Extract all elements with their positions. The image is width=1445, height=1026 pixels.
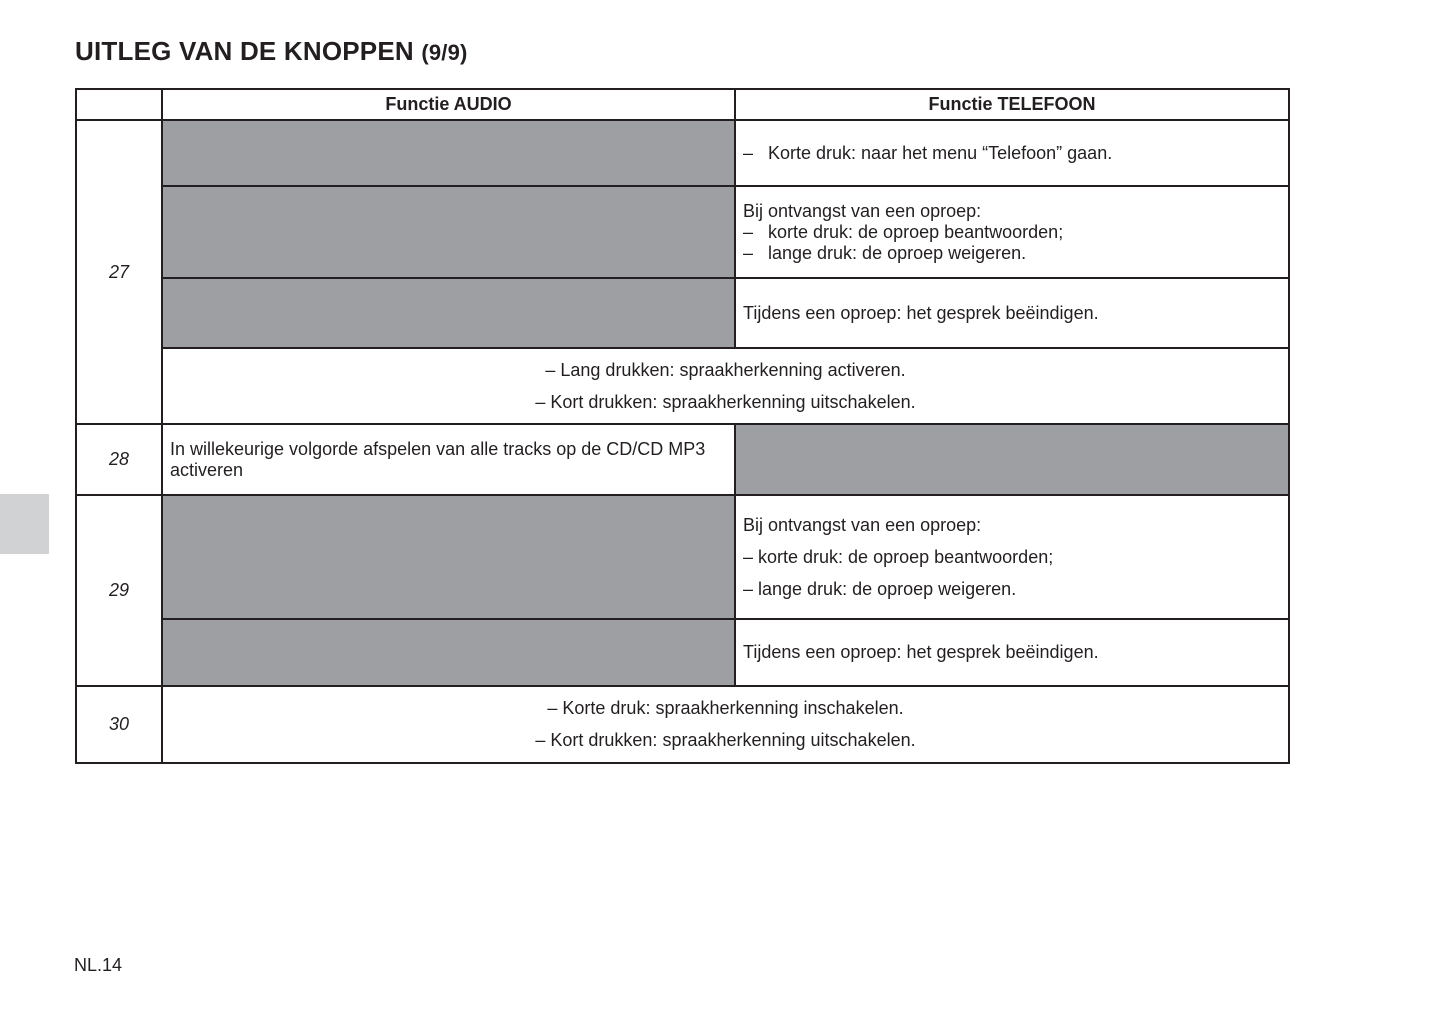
shared-line: – Korte druk: spraakherkenning inschakelen.	[547, 698, 904, 718]
audio-cell-empty	[162, 619, 735, 686]
table-row	[76, 278, 1289, 348]
buttons-table	[75, 88, 1290, 764]
telefoon-cell	[735, 495, 1289, 619]
table-row	[76, 686, 1289, 763]
row-number-28: 28	[76, 424, 162, 495]
table-row	[76, 120, 1289, 186]
list-dash: –	[743, 142, 754, 163]
header-cell-number	[76, 89, 162, 120]
shared-line: – Kort drukken: spraakherkenning uitschakelen.	[535, 730, 916, 750]
shared-line: – Kort drukken: spraakherkenning uitschakelen.	[535, 391, 916, 412]
page-title-text: UITLEG VAN DE KNOPPEN	[75, 36, 414, 66]
cell-line: – korte druk: de oproep beantwoorden;	[743, 546, 1054, 567]
list-item-text: Korte druk: naar het menu “Telefoon” gaan.	[768, 142, 1113, 163]
chapter-side-tab	[0, 494, 49, 554]
page-title-suffix: (9/9)	[421, 40, 468, 65]
page-number: NL.14	[74, 955, 123, 975]
list-item	[743, 143, 1281, 164]
list-dash: –	[743, 242, 754, 263]
cell-line: Bij ontvangst van een oproep:	[743, 514, 982, 535]
audio-cell-empty	[162, 120, 735, 186]
list-item	[743, 243, 1281, 264]
table-row	[76, 619, 1289, 686]
telefoon-cell	[735, 120, 1289, 186]
list-item-text: korte druk: de oproep beantwoorden;	[768, 221, 1064, 242]
list-item-text: lange druk: de oproep weigeren.	[768, 242, 1027, 263]
header-cell-audio: Functie AUDIO	[162, 89, 735, 120]
audio-cell-empty	[162, 186, 735, 278]
table-row	[76, 495, 1289, 619]
table-header-row	[76, 89, 1289, 120]
table-row	[76, 186, 1289, 278]
audio-cell-empty	[162, 278, 735, 348]
telefoon-cell	[735, 186, 1289, 278]
shared-cell	[162, 348, 1289, 424]
table-row	[76, 424, 1289, 495]
list-item	[743, 222, 1281, 243]
audio-cell-empty	[162, 495, 735, 619]
row-number-30: 30	[76, 686, 162, 763]
row-number-27: 27	[76, 120, 162, 424]
table-row	[76, 348, 1289, 424]
telefoon-cell: Tijdens een oproep: het gesprek beëindigen.	[735, 278, 1289, 348]
page-title	[75, 36, 468, 67]
telefoon-cell-empty	[735, 424, 1289, 495]
cell-line: – lange druk: de oproep weigeren.	[743, 578, 1017, 599]
shared-line: – Lang drukken: spraakherkenning activeren.	[545, 359, 906, 380]
telefoon-cell: Tijdens een oproep: het gesprek beëindigen.	[735, 619, 1289, 686]
cell-intro: Bij ontvangst van een oproep:	[743, 200, 982, 221]
shared-cell	[162, 686, 1289, 763]
header-cell-telefoon: Functie TELEFOON	[735, 89, 1289, 120]
audio-cell: In willekeurige volgorde afspelen van alle tracks op de CD/CD MP3 activeren	[162, 424, 735, 495]
row-number-29: 29	[76, 495, 162, 686]
list-dash: –	[743, 221, 754, 242]
